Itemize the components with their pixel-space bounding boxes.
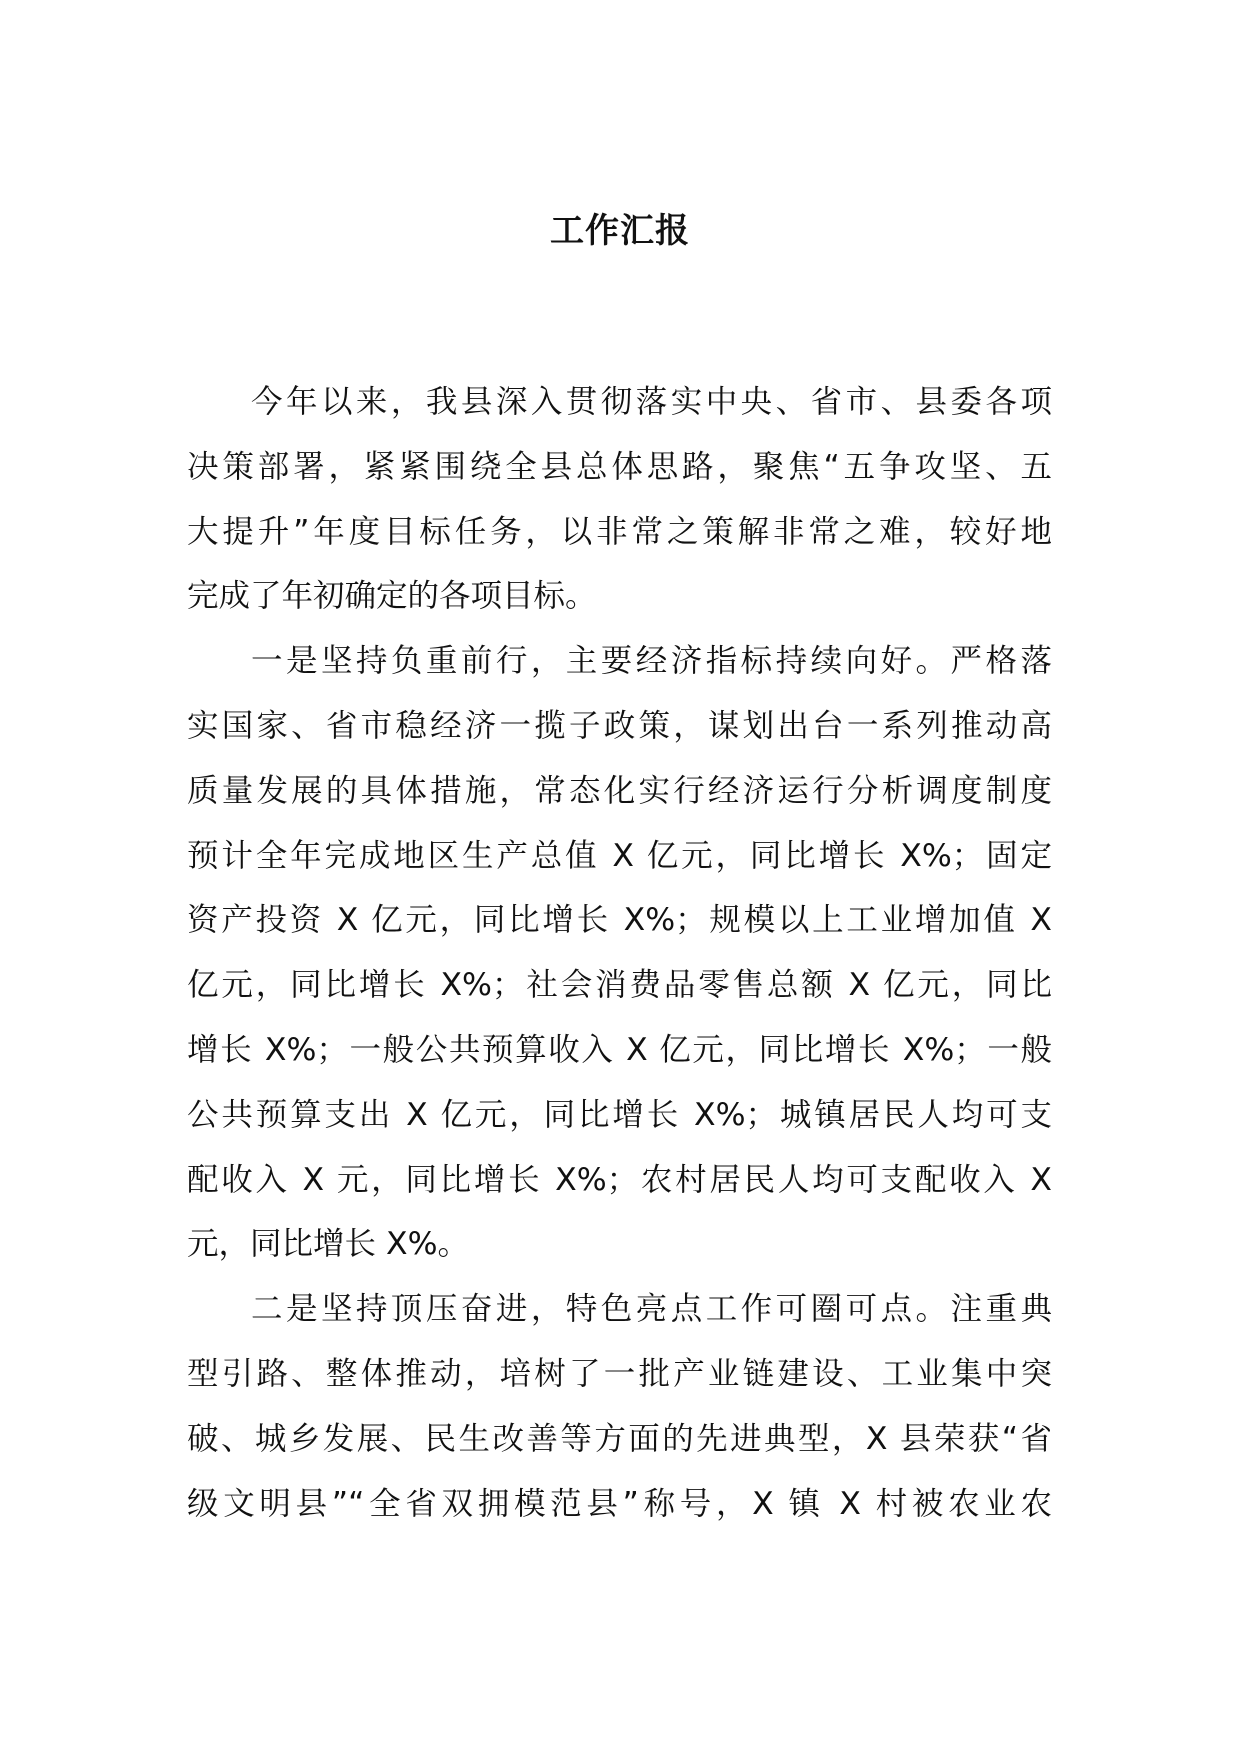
paragraph-line: 元，同比增长 X%。 — [187, 1226, 470, 1263]
document-title: 工作汇报 — [550, 211, 690, 251]
paragraph-line: 预计全年完成地区生产总值 X 亿元，同比增长 X%；固定 — [187, 837, 1052, 874]
paragraph-line: 增长 X%；一般公共预算收入 X 亿元，同比增长 X%；一般 — [187, 1031, 1052, 1068]
paragraph-highlights — [187, 1277, 1052, 1536]
paragraph-economic-indicators — [187, 629, 1052, 1277]
paragraph-line: 二是坚持顶压奋进，特色亮点工作可圈可点。注重典 — [251, 1291, 1052, 1328]
document-body — [187, 370, 1052, 1536]
paragraph-line: 配收入 X 元，同比增长 X%；农村居民人均可支配收入 X — [187, 1161, 1052, 1198]
paragraph-line: 公共预算支出 X 亿元，同比增长 X%；城镇居民人均可支 — [187, 1096, 1052, 1133]
paragraph-line: 资产投资 X 亿元，同比增长 X%；规模以上工业增加值 X — [187, 902, 1052, 939]
paragraph-line: 质量发展的具体措施，常态化实行经济运行分析调度制度 — [187, 772, 1052, 809]
paragraph-line: 亿元，同比增长 X%；社会消费品零售总额 X 亿元，同比 — [187, 967, 1052, 1004]
paragraph-line: 一是坚持负重前行，主要经济指标持续向好。严格落 — [251, 643, 1052, 680]
paragraph-line: 级文明县”“全省双拥模范县”称号，X 镇 X 村被农业农 — [187, 1485, 1052, 1522]
paragraph-line: 实国家、省市稳经济一揽子政策，谋划出台一系列推动高 — [187, 707, 1052, 744]
paragraph-intro — [187, 370, 1052, 629]
paragraph-line: 完成了年初确定的各项目标。 — [187, 578, 597, 615]
paragraph-line: 大提升”年度目标任务，以非常之策解非常之难，较好地 — [187, 513, 1052, 550]
paragraph-line: 型引路、整体推动，培树了一批产业链建设、工业集中突 — [187, 1355, 1052, 1392]
paragraph-line: 决策部署，紧紧围绕全县总体思路，聚焦“五争攻坚、五 — [187, 448, 1052, 485]
paragraph-line: 今年以来，我县深入贯彻落实中央、省市、县委各项 — [251, 384, 1052, 420]
paragraph-line: 破、城乡发展、民生改善等方面的先进典型，X 县荣获“省 — [187, 1420, 1052, 1457]
